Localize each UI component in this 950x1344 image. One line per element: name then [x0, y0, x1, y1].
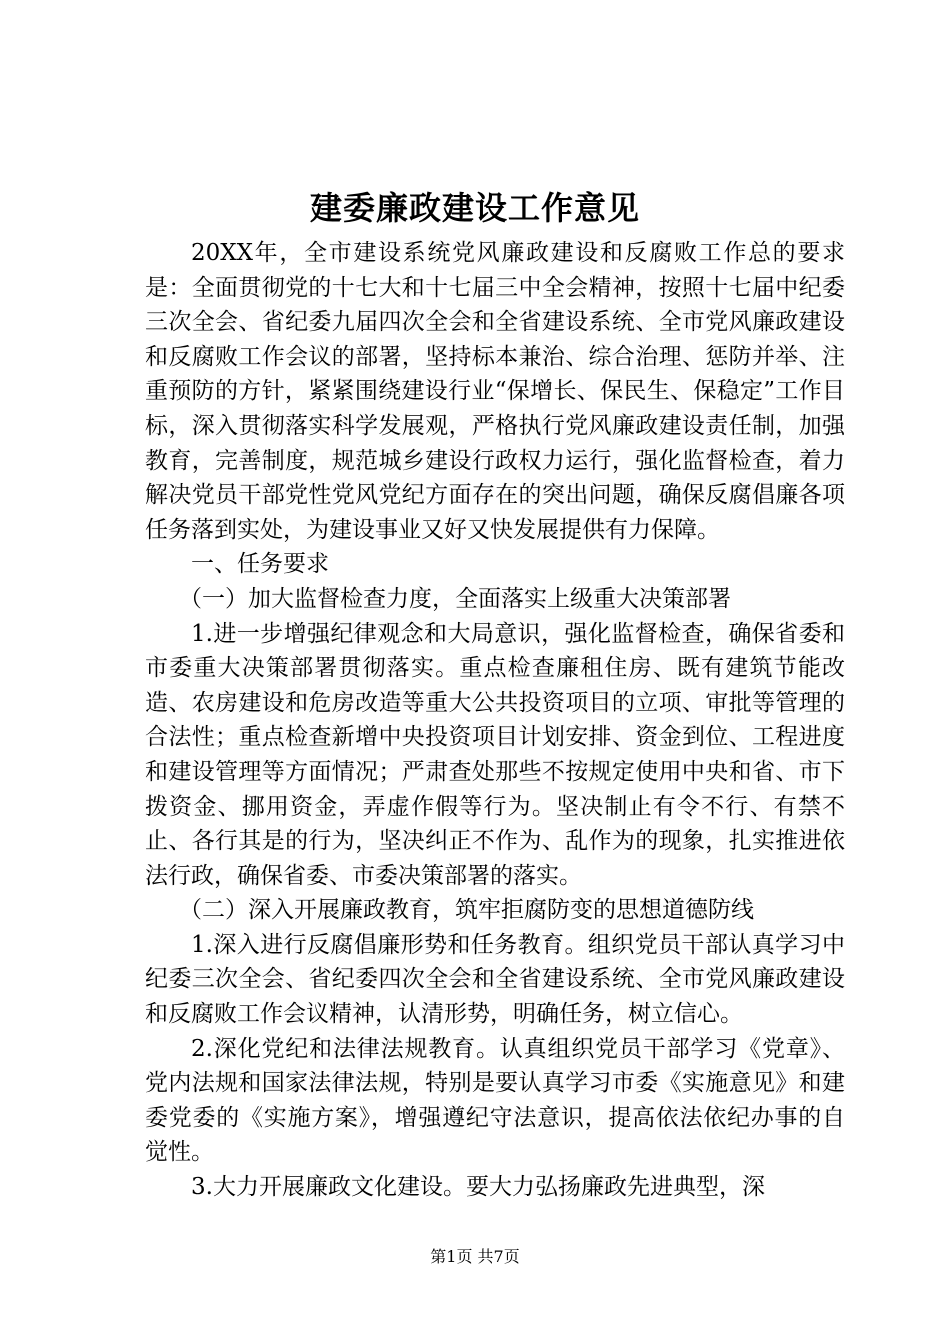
body-paragraph: 1.深入进行反腐倡廉形势和任务教育。组织党员干部认真学习中纪委三次全会、省纪委四次全会和全省建设系统、全市党风廉政建设和反腐败工作会议精神，认清形势，明确任务，树立信心。 — [145, 931, 845, 1028]
body-paragraph: 3.大力开展廉政文化建设。要大力弘扬廉政先进典型，深 — [191, 1174, 765, 1201]
body-paragraph: 2.深化党纪和法律法规教育。认真组织党员干部学习《党章》、党内法规和国家法律法规，特别是要认真学习市委《实施意见》和建委党委的《实施方案》，增强遵纪守法意识，提高依法依纪办事的自觉性。 — [145, 1035, 845, 1166]
subsection-heading-2: （二）深入开展廉政教育，筑牢拒腐防变的思想道德防线 — [179, 897, 754, 924]
subsection-heading-1: （一）加大监督检查力度，全面落实上级重大决策部署 — [179, 585, 731, 612]
section-heading: 一、任务要求 — [191, 551, 329, 578]
body-paragraph: 1.进一步增强纪律观念和大局意识，强化监督检查，确保省委和市委重大决策部署贯彻落实。重点检查廉租住房、既有建筑节能改造、农房建设和危房改造等重大公共投资项目的立项、审批等管理的合法性；重点检查新增中央投资项目计划安排、资金到位、工程进度和建设管理等方面情况；严肃查处那些不按规定使用中央和省、市下拨资金、挪用资金，弄虚作假等行为。坚决制止有令不行、有禁不止、各行其是的行为，坚决纠正不作为、乱作为的现象，扎实推进依法行政，确保省委、市委决策部署的落实。 — [145, 620, 845, 889]
document-title: 建委廉政建设工作意见 — [309, 189, 640, 227]
page-footer: 第1页 共7页 — [430, 1247, 520, 1266]
document-body — [145, 236, 845, 1205]
intro-paragraph: 20XX年，全市建设系统党风廉政建设和反腐败工作总的要求是：全面贯彻党的十七大和十七届三中全会精神，按照十七届中纪委三次全会、省纪委九届四次全会和全省建设系统、全市党风廉政建设和反腐败工作会议的部署，坚持标本兼治、综合治理、惩防并举、注重预防的方针，紧紧围绕建设行业“保增长、保民生、保稳定”工作目标，深入贯彻落实科学发展观，严格执行党风廉政建设责任制，加强教育，完善制度，规范城乡建设行政权力运行，强化监督检查，着力解决党员干部党性党风党纪方面存在的突出问题，确保反腐倡廉各项任务落到实处，为建设事业又好又快发展提供有力保障。 — [145, 240, 845, 543]
